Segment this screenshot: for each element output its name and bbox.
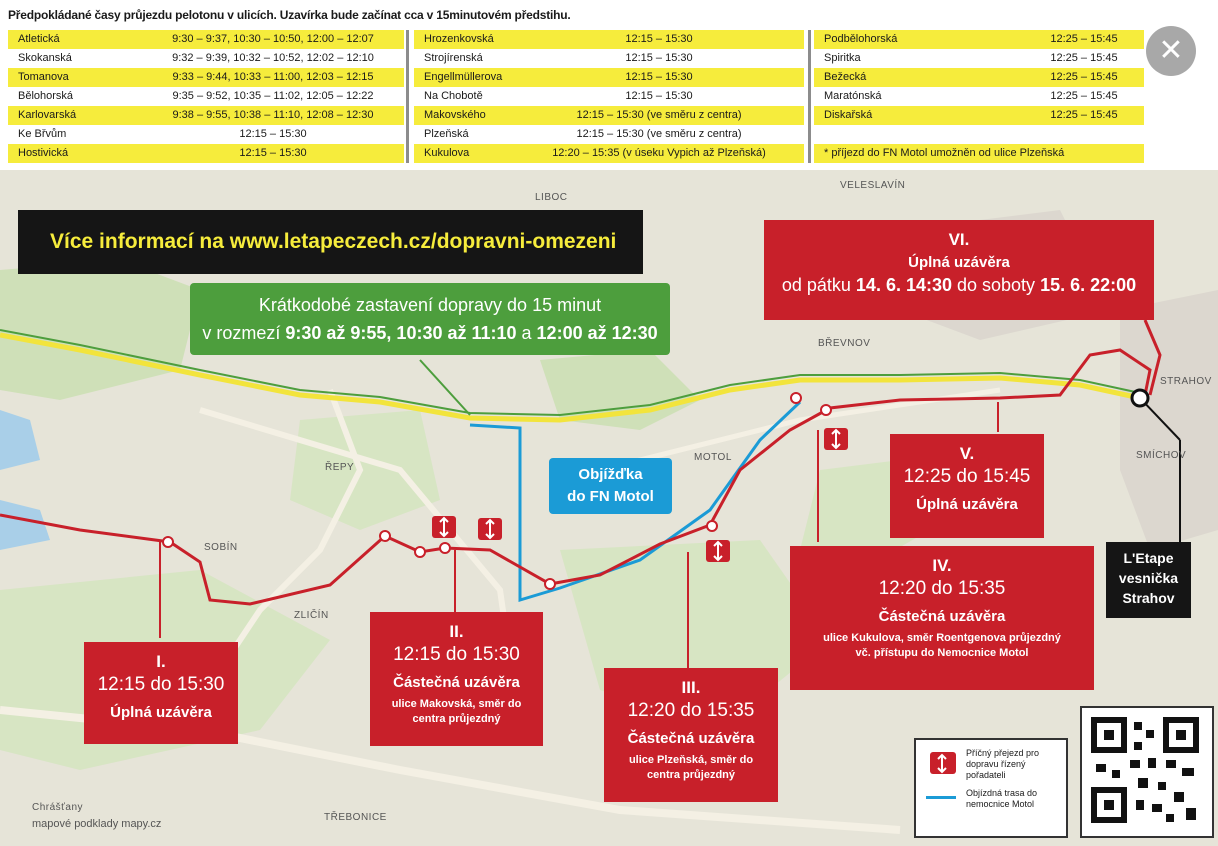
close-icon: ✕: [1158, 34, 1184, 67]
schedule-header: [0, 0, 1218, 170]
table-row: [8, 68, 404, 87]
schedule-column-2: [414, 30, 804, 163]
place-label: Chrášťany: [32, 802, 84, 813]
closure-time-mid: do soboty: [952, 275, 1041, 295]
legend-crossing-label: Příčný přejezd pro dopravu řízený pořadateli: [966, 748, 1040, 780]
street-time: 12:15 – 15:30: [625, 90, 693, 102]
schedule-title: Předpokládané časy průjezdu pelotonu v ulicích. Uzavírka bude začínat cca v 15minutovém předstihu.: [8, 8, 571, 22]
village-label: [1106, 542, 1191, 618]
place-label: BŘEVNOV: [818, 338, 871, 349]
closure-time-end: 15. 6. 22:00: [1040, 275, 1137, 295]
short-stop-line1: Krátkodobé zastavení dopravy do 15 minut: [258, 295, 602, 315]
closure-box-5: [890, 434, 1044, 538]
place-label: ŘEPY: [325, 462, 355, 473]
qr-code[interactable]: [1080, 706, 1214, 838]
detour-line-icon: [926, 796, 956, 799]
street-time: 12:25 – 15:45: [1050, 33, 1118, 45]
detour-line1: Objížďka: [578, 466, 643, 483]
place-label: STRAHOV: [1160, 376, 1212, 387]
street-name: Podbělohorská: [824, 33, 898, 45]
schedule-column-1: [8, 30, 404, 163]
table-row: [414, 30, 804, 49]
street-name: Skokanská: [18, 52, 72, 64]
info-banner[interactable]: Více informací na www.letapeczech.cz/dopravni-omezeni: [18, 210, 643, 274]
street-time: 9:32 – 9:39, 10:32 – 10:52, 12:02 – 12:10: [172, 52, 374, 64]
street-time: 12:25 – 15:45: [1050, 109, 1118, 121]
closure-note: ulice Plzeňská, směr do centra průjezdný: [628, 754, 754, 781]
table-row: [814, 49, 1144, 68]
street-time: 12:15 – 15:30 (ve směru z centra): [576, 109, 742, 121]
place-label: ZLIČÍN: [294, 610, 329, 621]
closure-time: 12:15 do 15:30: [393, 644, 520, 665]
street-name: Tomanova: [18, 71, 69, 83]
place-label: TŘEBONICE: [324, 812, 387, 823]
street-name: Kukulova: [424, 147, 470, 159]
street-time: 12:25 – 15:45: [1050, 71, 1118, 83]
village-line3: Strahov: [1122, 590, 1175, 606]
street-time: 12:15 – 15:30 (ve směru z centra): [576, 128, 742, 140]
closure-box-6: [764, 220, 1154, 320]
street-name: Engellmüllerova: [424, 71, 503, 83]
street-name: Strojírenská: [424, 52, 483, 64]
short-stop-mid: a: [516, 323, 537, 343]
closure-type: Úplná uzávěra: [916, 496, 1018, 513]
place-label: SMÍCHOV: [1136, 450, 1187, 461]
street-time: 12:15 – 15:30: [239, 128, 307, 140]
schedule-column-3: [814, 30, 1144, 163]
village-line2: vesnička: [1118, 570, 1179, 586]
detour-label: [549, 458, 672, 514]
table-row: [8, 30, 404, 49]
street-name: Hrozenkovská: [424, 33, 494, 45]
table-row: [814, 106, 1144, 125]
closure-type: Částečná uzávěra: [627, 730, 755, 747]
table-row: [814, 125, 1144, 144]
street-time: 9:30 – 9:37, 10:30 – 10:50, 12:00 – 12:07: [172, 33, 374, 45]
closure-number: III.: [681, 678, 701, 697]
place-label: MOTOL: [694, 452, 732, 463]
street-time: 12:25 – 15:45: [1050, 90, 1118, 102]
column-divider: [406, 30, 409, 163]
closure-type: Úplná uzávěra: [110, 704, 212, 721]
route-map: [0, 170, 1218, 846]
place-label: VELESLAVÍN: [840, 180, 906, 191]
column-divider: [808, 30, 811, 163]
table-row: [814, 87, 1144, 106]
table-row: [8, 106, 404, 125]
closure-number: V.: [959, 444, 975, 463]
street-name: Makovského: [424, 109, 486, 121]
qr-icon: [1082, 708, 1208, 832]
short-stop-range1: 9:30 až 9:55, 10:30 až 11:10: [285, 323, 517, 343]
street-time: 12:25 – 15:45: [1050, 52, 1118, 64]
closure-time-start: 14. 6. 14:30: [855, 275, 952, 295]
table-row: [414, 144, 804, 163]
street-time: 12:15 – 15:30: [239, 147, 307, 159]
closure-type: Částečná uzávěra: [393, 674, 520, 691]
closure-number: VI.: [948, 230, 970, 249]
map-legend: [914, 738, 1068, 838]
street-name: Karlovarská: [18, 109, 77, 121]
street-name: Maratónská: [824, 90, 882, 102]
street-name: Plzeňská: [424, 128, 469, 140]
table-row: [414, 125, 804, 144]
street-name: Na Chobotě: [424, 90, 483, 102]
table-row: [414, 87, 804, 106]
map-credit: mapové podklady mapy.cz: [32, 818, 162, 830]
closure-time: 12:20 do 15:35: [627, 700, 755, 721]
street-name: Atletická: [18, 33, 60, 45]
street-name: Bežecká: [824, 71, 867, 83]
closure-time-prefix: od pátku: [781, 275, 856, 295]
closure-number: IV.: [932, 556, 952, 575]
street-name: Hostivická: [18, 147, 69, 159]
closure-note: ulice Kukulova, směr Roentgenova průjezdný vč. přístupu do Nemocnice Motol: [823, 632, 1061, 659]
place-label: LIBOC: [535, 192, 568, 203]
table-row: [814, 30, 1144, 49]
street-time: 12:15 – 15:30: [625, 71, 693, 83]
table-row: [814, 144, 1144, 163]
closure-number: I.: [156, 652, 166, 671]
closure-box-2: [370, 612, 543, 746]
street-time: 9:33 – 9:44, 10:33 – 11:00, 12:03 – 12:15: [172, 71, 374, 83]
short-stop-range2: 12:00 až 12:30: [536, 323, 658, 343]
street-time: 9:35 – 9:52, 10:35 – 11:02, 12:05 – 12:22: [172, 90, 374, 102]
closure-type: Úplná uzávěra: [908, 254, 1010, 271]
street-name: Ke Břvům: [18, 128, 67, 140]
closure-box-4: [790, 546, 1094, 690]
detour-line2: do FN Motol: [567, 488, 654, 505]
village-line1: L'Etape: [1123, 550, 1174, 566]
street-time: 12:20 – 15:35 (v úseku Vypich až Plzeňská): [552, 147, 766, 159]
street-name: Bělohorská: [18, 90, 74, 102]
table-row: [414, 106, 804, 125]
table-row: [814, 68, 1144, 87]
closure-box-1: [84, 642, 238, 744]
closure-type: Částečná uzávěra: [878, 608, 1006, 625]
closure-number: II.: [449, 622, 464, 641]
street-time: 12:15 – 15:30: [625, 33, 693, 45]
short-stop-notice: [190, 283, 670, 355]
closure-note: ulice Makovská, směr do centra průjezdný: [391, 698, 522, 725]
table-row: [414, 49, 804, 68]
street-time: 9:38 – 9:55, 10:38 – 11:10, 12:08 – 12:30: [172, 109, 374, 121]
closure-time: 12:20 do 15:35: [878, 578, 1006, 599]
street-name: * příjezd do FN Motol umožněn od ulice Plzeňská: [824, 147, 1065, 159]
table-row: [8, 49, 404, 68]
street-name: Diskařská: [824, 109, 873, 121]
close-button[interactable]: [1146, 26, 1196, 76]
table-row: [8, 144, 404, 163]
place-label: SOBÍN: [204, 542, 238, 553]
table-row: [8, 87, 404, 106]
street-name: Spiritka: [824, 52, 861, 64]
short-stop-line2: [190, 319, 670, 347]
street-time: 12:15 – 15:30: [625, 52, 693, 64]
closure-time: 12:25 do 15:45: [903, 466, 1031, 487]
closure-time: [764, 275, 1154, 296]
crossing-icon: [928, 750, 958, 776]
short-stop-prefix: v rozmezí: [202, 323, 286, 343]
table-row: [414, 68, 804, 87]
closure-time: 12:15 do 15:30: [97, 674, 225, 695]
table-row: [8, 125, 404, 144]
closure-box-3: [604, 668, 778, 802]
legend-detour-label: Objízdná trasa do nemocnice Motol: [966, 788, 1038, 809]
